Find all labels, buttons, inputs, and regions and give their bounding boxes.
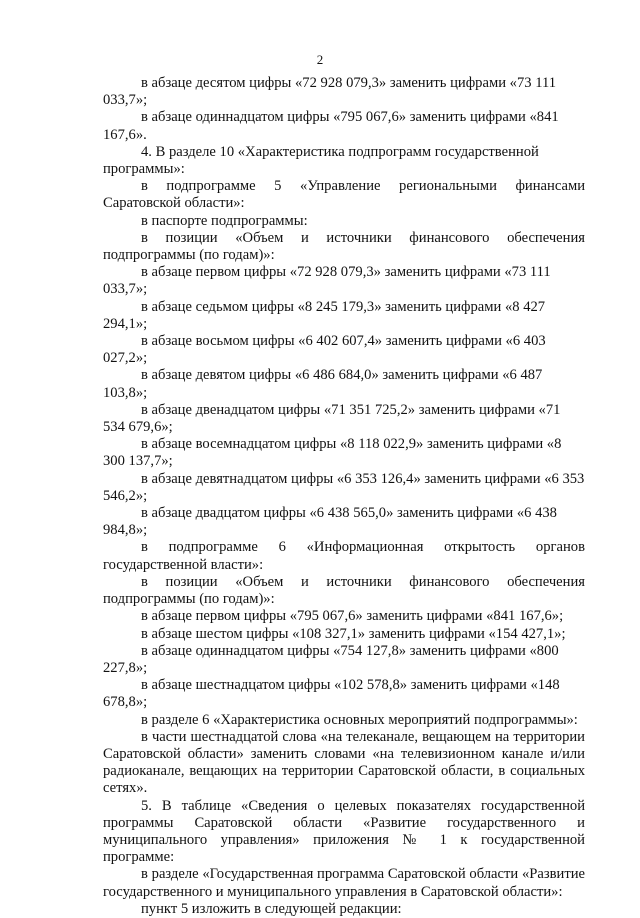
paragraph: в абзаце двадцатом цифры «6 438 565,0» заменить цифрами «6 438 984,8»; xyxy=(103,505,557,539)
paragraph: в абзаце восемнадцатом цифры «8 118 022,9» заменить цифрами «8 300 137,7»; xyxy=(103,436,562,470)
paragraph: в разделе «Государственная программа Саратовской области «Развитие государственного и муниципального управления в Саратовской области»: xyxy=(103,866,585,900)
document-body xyxy=(103,75,585,918)
section-heading: 4. В разделе 10 «Характеристика подпрограмм государственной программы»: xyxy=(103,143,539,178)
paragraph: в абзаце первом цифры «795 067,6» заменить цифрами «841 167,6»; xyxy=(141,608,564,625)
paragraph: в абзаце одиннадцатом цифры «795 067,6» заменить цифрами «841 167,6». xyxy=(103,109,559,143)
paragraph: в части шестнадцатой слова «на телеканале, вещающем на территории Саратовской области» заменить словами «на телевизионном канале и/или радиоканале, вещающих на территории Саратовской области, в социальных сетях». xyxy=(103,728,585,797)
section-heading: 5. В таблице «Сведения о целевых показателях государственной программы Саратовской области «Развитие государственного и муниципального управления» приложения № 1 к государственной программе: xyxy=(103,797,585,866)
paragraph: в разделе 6 «Характеристика основных мероприятий подпрограммы»: xyxy=(141,711,578,728)
paragraph: в позиции «Объем и источники финансового обеспечения подпрограммы (по годам)»: xyxy=(103,573,585,608)
paragraph: в абзаце восьмом цифры «6 402 607,4» заменить цифрами «6 403 027,2»; xyxy=(103,333,546,367)
paragraph: в паспорте подпрограммы: xyxy=(141,212,308,229)
paragraph: в абзаце девятнадцатом цифры «6 353 126,4» заменить цифрами «6 353 546,2»; xyxy=(103,470,585,504)
paragraph: в абзаце шестом цифры «108 327,1» заменить цифрами «154 427,1»; xyxy=(141,625,566,642)
paragraph: в абзаце двенадцатом цифры «71 351 725,2» заменить цифрами «71 534 679,6»; xyxy=(103,401,561,436)
paragraph: пункт 5 изложить в следующей редакции: xyxy=(141,900,402,917)
paragraph: в позиции «Объем и источники финансового обеспечения подпрограммы (по годам)»: xyxy=(103,229,585,264)
paragraph: в абзаце девятом цифры «6 486 684,0» заменить цифрами «6 487 103,8»; xyxy=(103,367,543,401)
paragraph: в абзаце одиннадцатом цифры «754 127,8» заменить цифрами «800 227,8»; xyxy=(103,642,559,676)
paragraph: в подпрограмме 5 «Управление региональными финансами Саратовской области»: xyxy=(103,178,585,212)
paragraph: в абзаце первом цифры «72 928 079,3» заменить цифрами «73 111 033,7»; xyxy=(103,264,551,298)
paragraph: в абзаце десятом цифры «72 928 079,3» заменить цифрами «73 111 033,7»; xyxy=(103,75,556,109)
paragraph: в абзаце седьмом цифры «8 245 179,3» заменить цифрами «8 427 294,1»; xyxy=(103,298,546,332)
paragraph: в абзаце шестнадцатом цифры «102 578,8» заменить цифрами «148 678,8»; xyxy=(103,677,560,711)
page-number: 2 xyxy=(316,52,324,67)
paragraph: в подпрограмме 6 «Информационная открытость органов государственной власти»: xyxy=(103,539,585,573)
